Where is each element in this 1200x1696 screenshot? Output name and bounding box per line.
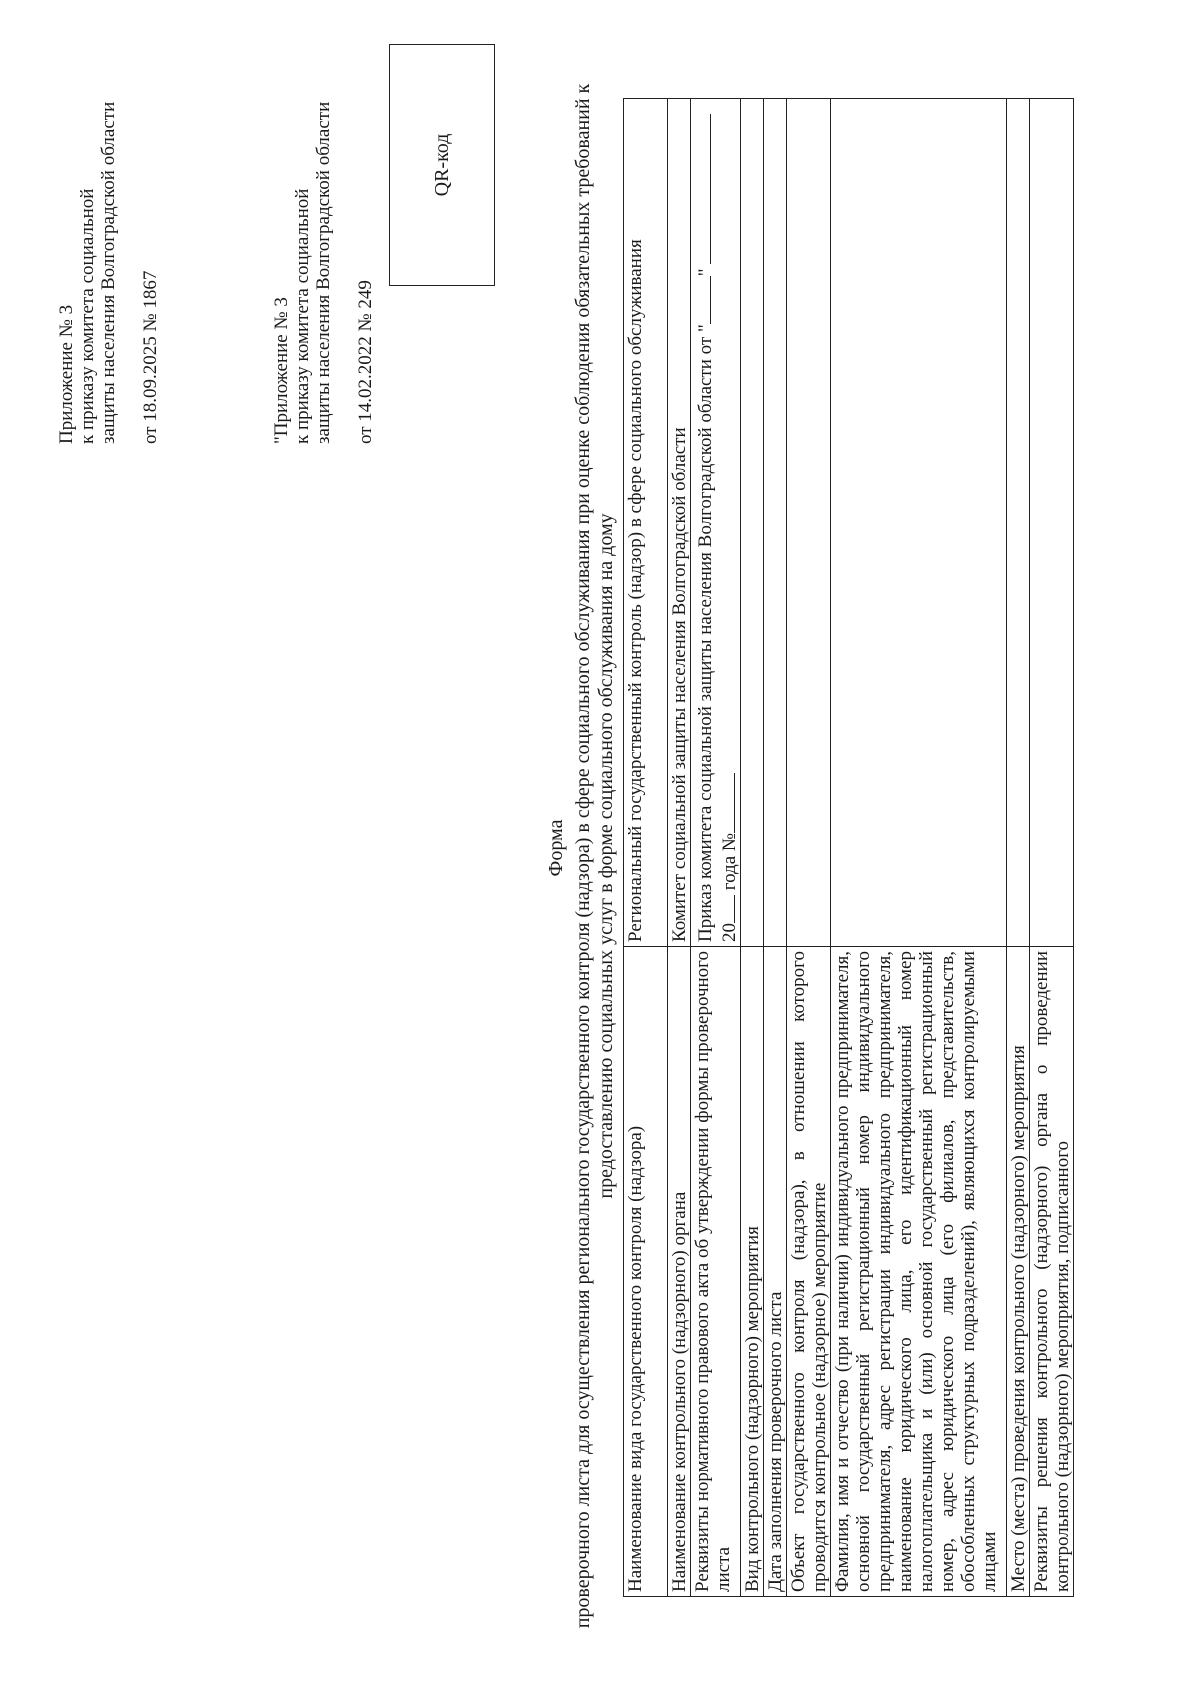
row-label: Вид контрольного (надзорного) мероприятия [741, 947, 764, 1597]
row-value [691, 99, 741, 947]
table-row [787, 99, 831, 1597]
row-value [831, 99, 1007, 947]
value-text: " [695, 268, 716, 277]
form-title: проверочного листа для осуществления регионального государственного контроля (надзора) в сфере социального обслуживания при оценке соблюдения обязательных требований к предоставлению социальных услуг в форме социального обслуживания на дому [572, 83, 617, 1629]
table-row [1007, 99, 1030, 1597]
row-label: Реквизиты решения контрольного (надзорного) органа о проведении контрольного (надзорного) мероприятия, подписанного [1030, 947, 1074, 1597]
row-value [741, 99, 764, 947]
day-blank [692, 276, 711, 324]
header-line: "Приложение № 3 [271, 297, 292, 444]
appendix-header-original [271, 102, 376, 444]
row-label: Реквизиты нормативного правового акта об утверждении формы проверочного листа [691, 947, 741, 1597]
row-label: Фамилия, имя и отчество (при наличии) индивидуального предпринимателя, основной государственный регистрационный номер индивидуального предпринимателя, адрес регистрации индивидуального предпринимателя, наименование юридического лица, его идентификационный номер налогоплательщика и (или) основной государственный регистрационный номер, адрес юридического лица (его филиалов, представительств, обособленных структурных подразделений), являющихся контролируемыми лицами [831, 947, 1007, 1597]
value-text: Приказ комитета социальной защиты населения Волгоградской области от " [695, 324, 716, 942]
row-value [1007, 99, 1030, 947]
year-blank [716, 895, 735, 923]
table-row [1030, 99, 1074, 1597]
qr-code-placeholder [389, 44, 495, 286]
header-line: к приказу комитета социальной [292, 188, 313, 444]
row-value [764, 99, 787, 947]
row-label: Наименование вида государственного контроля (надзора) [624, 947, 668, 1597]
month-blank [692, 114, 711, 264]
header-date-line: от 18.09.2025 № 1867 [140, 270, 161, 444]
row-value: Комитет социальной защиты населения Волгоградской области [668, 99, 691, 947]
value-text: года № [719, 832, 740, 891]
row-label: Место (места) проведения контрольного (надзорного) мероприятия [1007, 947, 1030, 1597]
table-row [741, 99, 764, 1597]
row-value: Региональный государственный контроль (надзор) в сфере социального обслуживания [624, 99, 668, 947]
header-line: Приложение № 3 [56, 304, 77, 444]
table-row [624, 99, 668, 1597]
number-blank [716, 773, 735, 833]
table-row [764, 99, 787, 1597]
row-label: Дата заполнения проверочного листа [764, 947, 787, 1597]
checklist-table [623, 98, 1074, 1597]
row-value [787, 99, 831, 947]
form-label: Форма [545, 819, 567, 877]
value-text: 20 [719, 923, 740, 942]
qr-code-label: QR-код [430, 133, 453, 197]
table-row [668, 99, 691, 1597]
table-row [691, 99, 741, 1597]
appendix-header-current [56, 102, 161, 444]
header-line: к приказу комитета социальной [77, 188, 98, 444]
table-row [831, 99, 1007, 1597]
row-value [1030, 99, 1074, 947]
row-label: Наименование контрольного (надзорного) органа [668, 947, 691, 1597]
row-label: Объект государственного контроля (надзора), в отношении которого проводится контрольное (надзорное) мероприятие [787, 947, 831, 1597]
header-date-line: от 14.02.2022 № 249 [355, 280, 376, 444]
header-line: защиты населения Волгоградской области [313, 101, 334, 444]
header-line: защиты населения Волгоградской области [98, 101, 119, 444]
